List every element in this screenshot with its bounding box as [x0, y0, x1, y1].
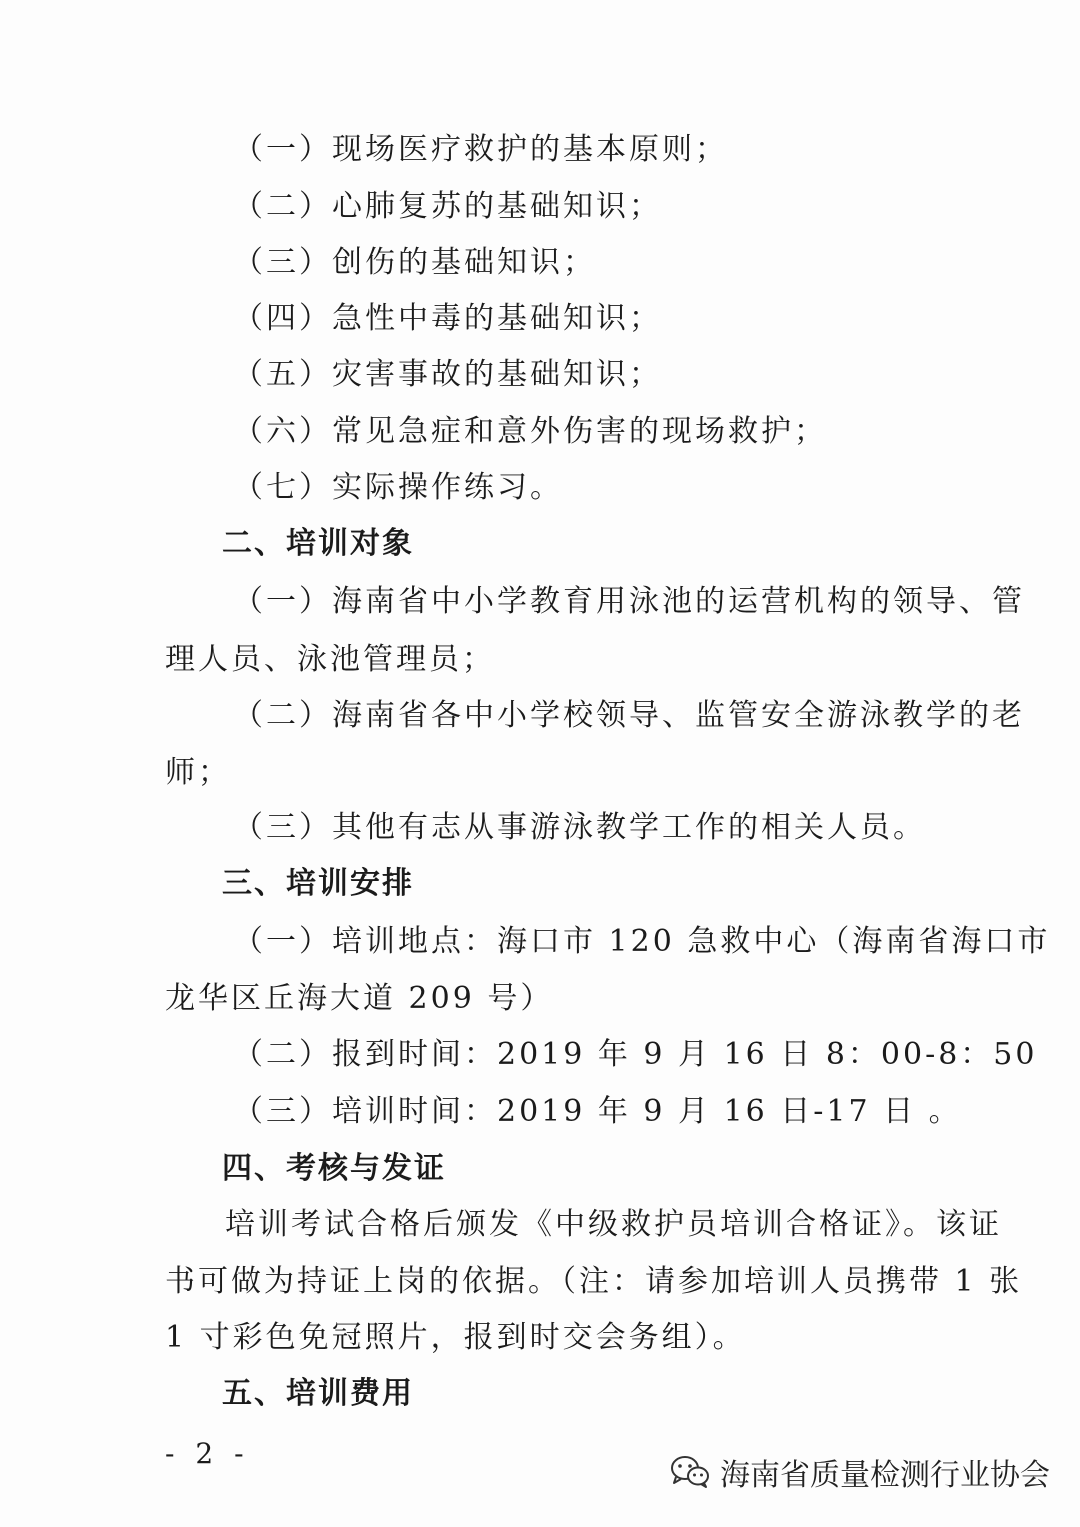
- wechat-icon: [670, 1455, 710, 1489]
- list-item-practice: （七）实际操作练习。: [233, 470, 563, 505]
- arrangement-location-line-2: 龙华区丘海大道 209 号）: [165, 981, 554, 1016]
- section-heading-arrangement: 三、培训安排: [222, 866, 414, 901]
- trainee-item-3: （三）其他有志从事游泳教学工作的相关人员。: [233, 810, 926, 845]
- page-number: - 2 -: [165, 1437, 250, 1470]
- watermark-text: 海南省质量检测行业协会: [720, 1458, 1050, 1493]
- arrangement-checkin-time: （二）报到时间：2019 年 9 月 16 日 8：00-8：50: [233, 1037, 1038, 1072]
- list-item-poisoning-basics: （四）急性中毒的基础知识；: [233, 301, 662, 336]
- list-item-disaster-basics: （五）灾害事故的基础知识；: [233, 357, 662, 392]
- watermark: [670, 1452, 1050, 1492]
- certification-paragraph-line-3: 1 寸彩色免冠照片，报到时交会务组）。: [165, 1320, 746, 1355]
- certification-paragraph-line-1: 培训考试合格后颁发《中级救护员培训合格证》。该证: [225, 1207, 1002, 1242]
- arrangement-training-time: （三）培训时间：2019 年 9 月 16 日-17 日 。: [233, 1094, 962, 1129]
- arrangement-location-line-1: （一）培训地点：海口市 120 急救中心（海南省海口市: [233, 924, 1051, 959]
- trainee-item-2-line-2: 师；: [165, 755, 231, 790]
- section-heading-trainees: 二、培训对象: [222, 526, 414, 561]
- list-item-first-aid-principles: （一）现场医疗救护的基本原则；: [233, 132, 728, 167]
- list-item-cpr-basics: （二）心肺复苏的基础知识；: [233, 189, 662, 224]
- list-item-emergency-care: （六）常见急症和意外伤害的现场救护；: [233, 414, 827, 449]
- trainee-item-1-line-2: 理人员、泳池管理员；: [165, 642, 495, 677]
- certification-paragraph-line-2: 书可做为持证上岗的依据。（注：请参加培训人员携带 1 张: [165, 1264, 1023, 1299]
- section-heading-certification: 四、考核与发证: [222, 1151, 446, 1186]
- trainee-item-2-line-1: （二）海南省各中小学校领导、监管安全游泳教学的老: [233, 698, 1025, 733]
- trainee-item-1-line-1: （一）海南省中小学教育用泳池的运营机构的领导、管: [233, 584, 1025, 619]
- section-heading-fees: 五、培训费用: [222, 1376, 414, 1411]
- list-item-trauma-basics: （三）创伤的基础知识；: [233, 245, 596, 280]
